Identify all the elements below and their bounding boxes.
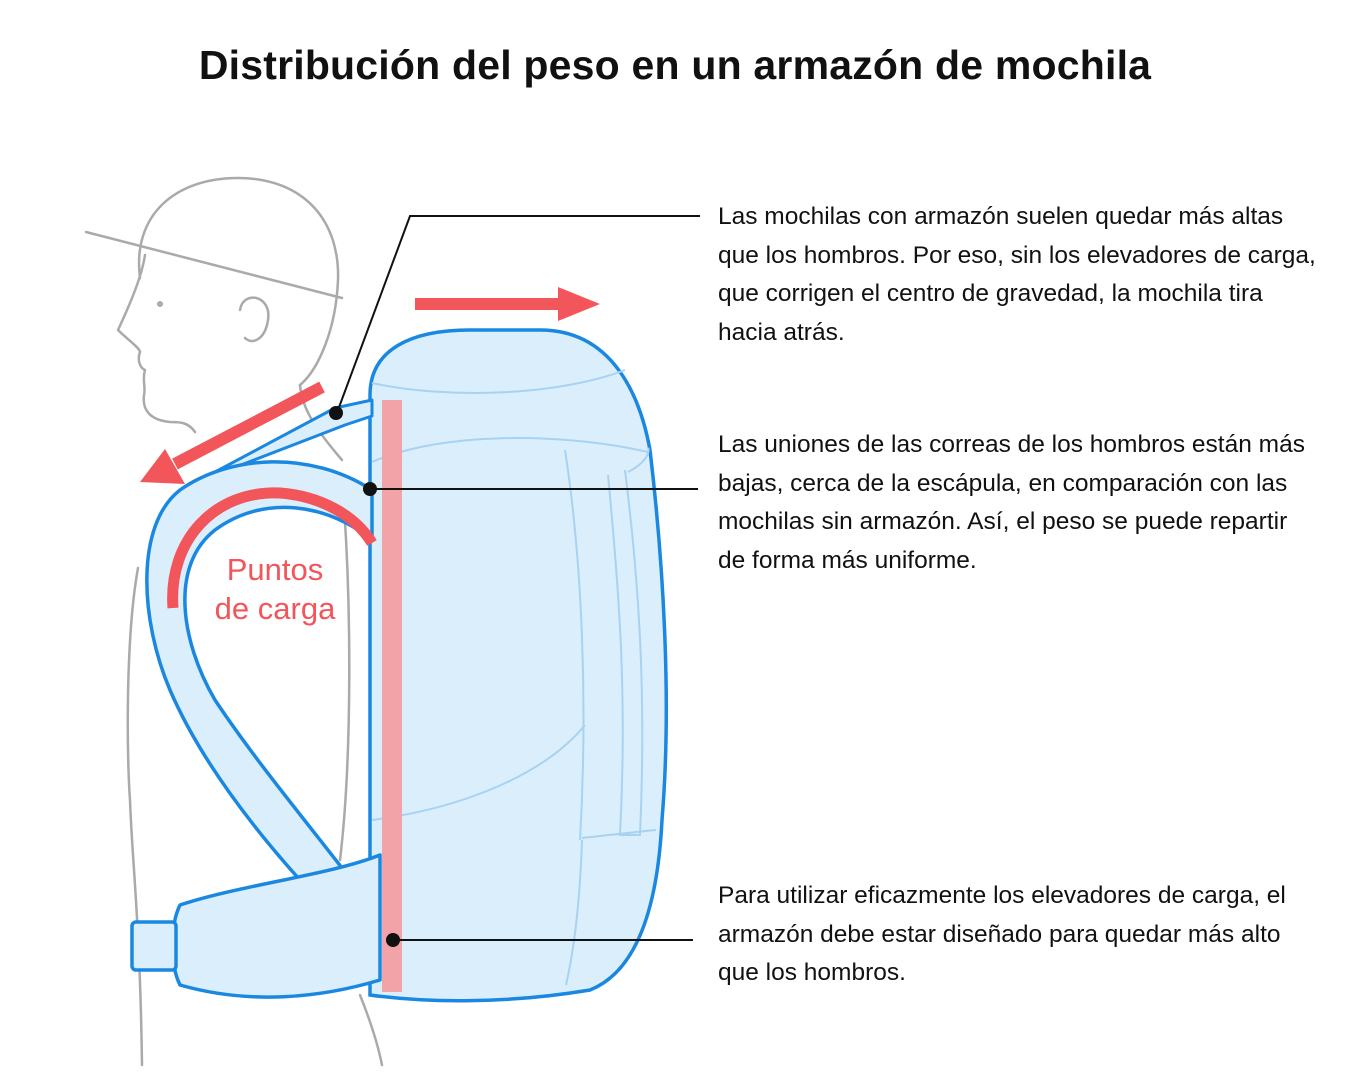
load-points-label [190, 550, 360, 628]
back-torso [128, 568, 142, 1065]
page-title: Distribución del peso en un armazón de mochila [198, 42, 1152, 88]
backpack [370, 330, 666, 1001]
eye [157, 301, 163, 307]
callout-bottom: Para utilizar eficazmente los elevadores de carga, el armazón debe estar diseñado para quedar más alto que los hombros. [718, 882, 1286, 986]
callout-middle: Las uniones de las correas de los hombros están más bajas, cerca de la escápula, en comparación con las mochilas sin armazón. Así, el peso se puede repartir de forma más uniforme. [718, 431, 1305, 574]
face-profile [118, 255, 195, 432]
leader-dot-top [329, 406, 343, 420]
leader-dot-bottom [386, 933, 400, 947]
backward-pull-arrow [415, 287, 600, 321]
hip-buckle [132, 922, 176, 970]
load-points-label-line2: de carga [214, 591, 336, 626]
head-outline [139, 178, 338, 385]
lower-back [360, 995, 382, 1065]
hip-belt [173, 855, 381, 997]
ear [240, 298, 268, 341]
callout-top: Las mochilas con armazón suelen quedar más altas que los hombros. Por eso, sin los elevadores de carga, que corrigen el centro de gravedad, la mochila tira hacia atrás. [718, 203, 1316, 346]
cap-brim [86, 232, 342, 298]
load-points-label-line1: Puntos [226, 552, 324, 587]
leader-dot-middle [363, 482, 377, 496]
spine-inner [340, 480, 349, 860]
shoulder-strap [147, 462, 372, 880]
